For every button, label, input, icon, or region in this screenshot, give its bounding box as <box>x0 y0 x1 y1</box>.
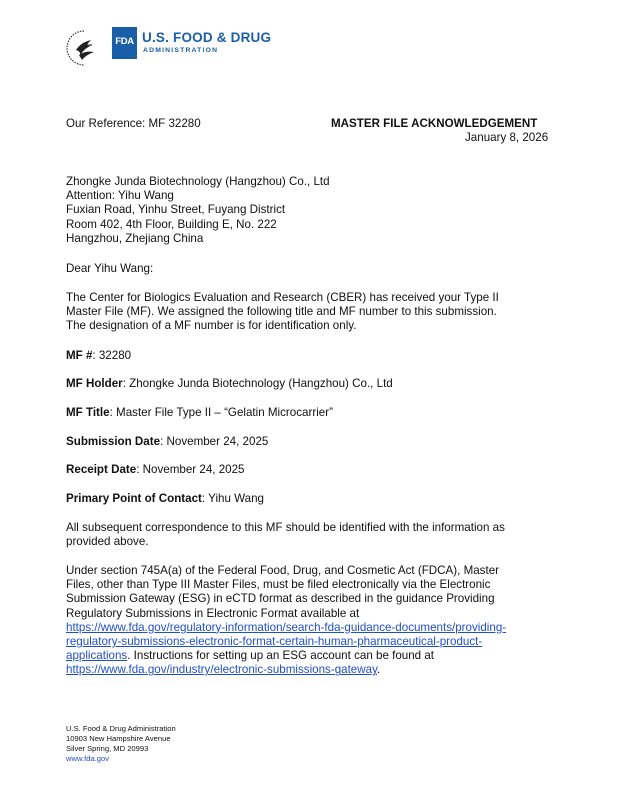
correspondence-line: provided above. <box>66 535 149 549</box>
footer-line: U.S. Food & Drug Administration <box>66 724 176 733</box>
fda-logo-box: FDA <box>112 27 137 59</box>
paragraph-line: Under section 745A(a) of the Federal Food, Drug, and Cosmetic Act (FDCA), Master <box>66 564 500 577</box>
guidance-link[interactable]: regulatory-submissions-electronic-format-certain-human-pharmaceutical-product- <box>66 635 483 649</box>
esg-link[interactable]: https://www.fda.gov/industry/electronic-submissions-gateway <box>66 663 378 677</box>
salutation: Dear Yihu Wang: <box>66 262 154 275</box>
hhs-eagle-icon <box>64 28 104 68</box>
field-mf-holder <box>66 377 393 391</box>
footer-line: 10903 New Hampshire Avenue <box>66 734 171 743</box>
field-label: MF Holder <box>66 377 123 390</box>
footer-address <box>66 724 176 764</box>
footer-website[interactable]: www.fda.gov <box>66 754 110 763</box>
field-submission-date <box>66 435 268 449</box>
address-line: Fuxian Road, Yinhu Street, Fuyang District <box>66 203 286 217</box>
paragraph-text: . Instructions for setting up an ESG account can be found at <box>127 649 435 663</box>
address-line: Zhongke Junda Biotechnology (Hangzhou) Co., Ltd <box>66 175 330 188</box>
intro-paragraph <box>66 291 499 334</box>
field-receipt-date <box>66 463 245 477</box>
guidance-link[interactable]: applications <box>66 649 128 663</box>
field-label: Receipt Date <box>66 463 137 476</box>
paragraph-text: . <box>377 663 381 677</box>
document-title: MASTER FILE ACKNOWLEDGEMENT <box>331 117 538 130</box>
field-value: : Yihu Wang <box>201 492 265 505</box>
correspondence-line: All subsequent correspondence to this MF should be identified with the information as <box>66 521 505 534</box>
field-value: : November 24, 2025 <box>136 463 245 476</box>
correspondence-paragraph <box>66 521 505 549</box>
letter-date: January 8, 2026 <box>465 131 549 144</box>
field-point-of-contact <box>66 492 264 506</box>
paragraph-line: Files, other than Type III Master Files, must be filed electronically via the Electronic <box>66 578 491 592</box>
field-value: : November 24, 2025 <box>160 435 269 448</box>
paragraph-line: Regulatory Submissions in Electronic Format available at <box>66 606 360 620</box>
address-line: Hangzhou, Zhejiang China <box>66 231 204 245</box>
org-subtitle: ADMINISTRATION <box>143 47 219 54</box>
org-name: U.S. FOOD & DRUG <box>142 30 272 45</box>
address-line: Attention: Yihu Wang <box>66 189 174 203</box>
footer-line: Silver Spring, MD 20993 <box>66 744 149 753</box>
field-value: : 32280 <box>92 349 132 362</box>
field-label: Primary Point of Contact <box>66 492 202 505</box>
field-label: MF Title <box>66 406 110 419</box>
reference-line: Our Reference: MF 32280 <box>66 117 201 130</box>
paragraph-line: Submission Gateway (ESG) in eCTD format as described in the guidance Providing <box>66 592 495 606</box>
address-line: Room 402, 4th Floor, Building E, No. 222 <box>66 217 277 231</box>
guidance-link[interactable]: https://www.fda.gov/regulatory-information/search-fda-guidance-documents/providing- <box>66 620 507 634</box>
intro-line: The Center for Biologics Evaluation and Research (CBER) has received your Type II <box>66 291 499 304</box>
section-745a-paragraph <box>66 564 506 678</box>
field-label: MF # <box>66 349 93 362</box>
field-value: : Zhongke Junda Biotechnology (Hangzhou) Co., Ltd <box>122 377 393 390</box>
intro-line: Master File (MF). We assigned the following title and MF number to this submission. <box>66 305 497 319</box>
field-mf-number <box>66 349 131 363</box>
field-value: : Master File Type II – “Gelatin Microcarrier” <box>109 406 333 419</box>
intro-line: The designation of a MF number is for identification only. <box>66 319 357 333</box>
field-label: Submission Date <box>66 435 161 448</box>
address-block <box>66 175 330 246</box>
field-mf-title <box>66 406 333 420</box>
